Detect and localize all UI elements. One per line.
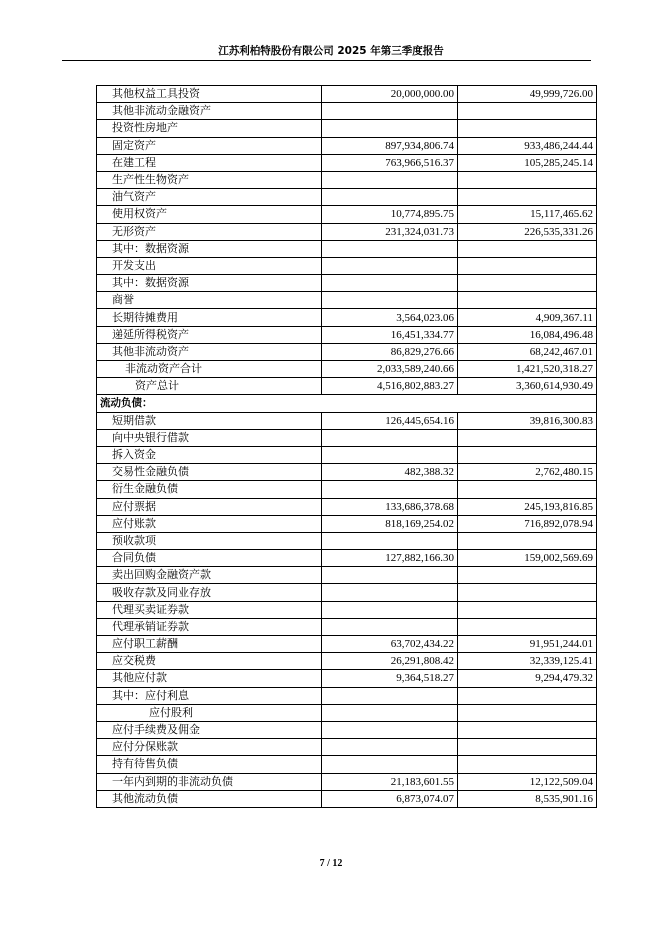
table-row (97, 292, 597, 309)
table-row (97, 704, 597, 721)
row-label: 卖出回购金融资产款 (97, 567, 322, 584)
prior-year-end-value (458, 171, 597, 188)
table-row (97, 378, 597, 395)
row-label: 其中：数据资源 (97, 275, 322, 292)
prior-year-end-value (458, 618, 597, 635)
prior-year-end-value (458, 584, 597, 601)
row-label: 代理承销证券款 (97, 618, 322, 635)
prior-year-end-value: 49,999,726.00 (458, 86, 597, 103)
prior-year-end-value: 226,535,331.26 (458, 223, 597, 240)
row-label: 应付分保账款 (97, 739, 322, 756)
row-label: 其他非流动资产 (97, 343, 322, 360)
row-label: 商誉 (97, 292, 322, 309)
period-end-value: 20,000,000.00 (322, 86, 458, 103)
row-label: 其中：数据资源 (97, 240, 322, 257)
prior-year-end-value: 2,762,480.15 (458, 464, 597, 481)
period-end-value: 21,183,601.55 (322, 773, 458, 790)
table-row (97, 584, 597, 601)
row-label: 交易性金融负债 (97, 464, 322, 481)
prior-year-end-value: 159,002,569.69 (458, 550, 597, 567)
prior-year-end-value (458, 481, 597, 498)
table-row (97, 361, 597, 378)
table-row (97, 756, 597, 773)
prior-year-end-value: 91,951,244.01 (458, 636, 597, 653)
table-row (97, 601, 597, 618)
prior-year-end-value: 245,193,816.85 (458, 498, 597, 515)
prior-year-end-value (458, 687, 597, 704)
period-end-value (322, 120, 458, 137)
period-end-value: 127,882,166.30 (322, 550, 458, 567)
prior-year-end-value: 1,421,520,318.27 (458, 361, 597, 378)
prior-year-end-value: 4,909,367.11 (458, 309, 597, 326)
table-row (97, 498, 597, 515)
period-end-value: 10,774,895.75 (322, 206, 458, 223)
table-row (97, 550, 597, 567)
row-label: 其中：应付利息 (97, 687, 322, 704)
row-label: 持有待售负债 (97, 756, 322, 773)
row-label: 固定资产 (97, 137, 322, 154)
period-end-value (322, 189, 458, 206)
row-label: 其他权益工具投资 (97, 86, 322, 103)
prior-year-end-value: 8,535,901.16 (458, 790, 597, 807)
row-label: 预收款项 (97, 532, 322, 549)
period-end-value: 126,445,654.16 (322, 412, 458, 429)
table-row (97, 721, 597, 738)
row-label: 生产性生物资产 (97, 171, 322, 188)
row-label: 合同负债 (97, 550, 322, 567)
table-row (97, 326, 597, 343)
row-label: 无形资产 (97, 223, 322, 240)
table-row (97, 773, 597, 790)
period-end-value: 3,564,023.06 (322, 309, 458, 326)
row-label: 应交税费 (97, 653, 322, 670)
period-end-value (322, 292, 458, 309)
table-row (97, 395, 597, 412)
table-row (97, 429, 597, 446)
row-label: 长期待摊费用 (97, 309, 322, 326)
period-end-value: 86,829,276.66 (322, 343, 458, 360)
row-label: 一年内到期的非流动负债 (97, 773, 322, 790)
row-label: 吸收存款及同业存放 (97, 584, 322, 601)
prior-year-end-value (458, 446, 597, 463)
period-end-value (322, 618, 458, 635)
table-row (97, 240, 597, 257)
table-row (97, 137, 597, 154)
period-end-value: 6,873,074.07 (322, 790, 458, 807)
prior-year-end-value: 15,117,465.62 (458, 206, 597, 223)
table-row (97, 154, 597, 171)
period-end-value (322, 739, 458, 756)
table-row (97, 636, 597, 653)
prior-year-end-value (458, 257, 597, 274)
table-row (97, 86, 597, 103)
row-label: 应付股利 (97, 704, 322, 721)
table-row (97, 687, 597, 704)
prior-year-end-value (458, 601, 597, 618)
row-label: 非流动资产合计 (97, 361, 322, 378)
prior-year-end-value (458, 756, 597, 773)
balance-sheet-table (96, 85, 597, 808)
period-end-value (322, 257, 458, 274)
prior-year-end-value (458, 739, 597, 756)
prior-year-end-value (458, 567, 597, 584)
row-label: 其他应付款 (97, 670, 322, 687)
period-end-value (322, 446, 458, 463)
row-label: 油气资产 (97, 189, 322, 206)
table-row (97, 309, 597, 326)
table-row (97, 618, 597, 635)
table-row (97, 670, 597, 687)
section-heading: 流动负债： (97, 395, 597, 412)
table-row (97, 257, 597, 274)
period-end-value: 231,324,031.73 (322, 223, 458, 240)
period-end-value (322, 704, 458, 721)
period-end-value (322, 687, 458, 704)
prior-year-end-value (458, 189, 597, 206)
period-end-value (322, 756, 458, 773)
prior-year-end-value (458, 721, 597, 738)
page-number: 7 / 12 (319, 858, 343, 869)
prior-year-end-value (458, 275, 597, 292)
row-label: 应付票据 (97, 498, 322, 515)
table-row (97, 171, 597, 188)
period-end-value: 16,451,334.77 (322, 326, 458, 343)
prior-year-end-value: 105,285,245.14 (458, 154, 597, 171)
table-row (97, 464, 597, 481)
row-label: 在建工程 (97, 154, 322, 171)
prior-year-end-value: 716,892,078.94 (458, 515, 597, 532)
prior-year-end-value (458, 532, 597, 549)
prior-year-end-value (458, 120, 597, 137)
period-end-value (322, 275, 458, 292)
row-label: 应付账款 (97, 515, 322, 532)
row-label: 短期借款 (97, 412, 322, 429)
period-end-value (322, 567, 458, 584)
row-label: 代理买卖证券款 (97, 601, 322, 618)
row-label: 其他非流动金融资产 (97, 103, 322, 120)
period-end-value (322, 721, 458, 738)
period-end-value (322, 429, 458, 446)
period-end-value (322, 103, 458, 120)
table-row (97, 653, 597, 670)
table-row (97, 532, 597, 549)
row-label: 其他流动负债 (97, 790, 322, 807)
period-end-value: 4,516,802,883.27 (322, 378, 458, 395)
prior-year-end-value (458, 240, 597, 257)
row-label: 衍生金融负债 (97, 481, 322, 498)
prior-year-end-value (458, 704, 597, 721)
table-row (97, 275, 597, 292)
period-end-value (322, 584, 458, 601)
row-label: 拆入资金 (97, 446, 322, 463)
table-row (97, 103, 597, 120)
prior-year-end-value: 68,242,467.01 (458, 343, 597, 360)
row-label: 递延所得税资产 (97, 326, 322, 343)
period-end-value (322, 601, 458, 618)
prior-year-end-value: 39,816,300.83 (458, 412, 597, 429)
prior-year-end-value: 16,084,496.48 (458, 326, 597, 343)
table-row (97, 739, 597, 756)
period-end-value: 9,364,518.27 (322, 670, 458, 687)
table-row (97, 189, 597, 206)
period-end-value (322, 171, 458, 188)
table-row (97, 515, 597, 532)
prior-year-end-value: 933,486,244.44 (458, 137, 597, 154)
row-label: 向中央银行借款 (97, 429, 322, 446)
row-label: 投资性房地产 (97, 120, 322, 137)
row-label: 开发支出 (97, 257, 322, 274)
prior-year-end-value (458, 429, 597, 446)
table-row (97, 206, 597, 223)
period-end-value: 26,291,808.42 (322, 653, 458, 670)
prior-year-end-value: 3,360,614,930.49 (458, 378, 597, 395)
table-row (97, 446, 597, 463)
row-label: 应付职工薪酬 (97, 636, 322, 653)
prior-year-end-value (458, 292, 597, 309)
prior-year-end-value (458, 103, 597, 120)
period-end-value: 763,966,516.37 (322, 154, 458, 171)
period-end-value: 63,702,434.22 (322, 636, 458, 653)
table-row (97, 790, 597, 807)
report-header-title: 江苏利柏特股份有限公司 2025 年第三季度报告 (218, 45, 444, 57)
table-row (97, 120, 597, 137)
prior-year-end-value: 12,122,509.04 (458, 773, 597, 790)
prior-year-end-value: 32,339,125.41 (458, 653, 597, 670)
table-row (97, 567, 597, 584)
period-end-value: 133,686,378.68 (322, 498, 458, 515)
table-row (97, 412, 597, 429)
period-end-value (322, 532, 458, 549)
period-end-value (322, 240, 458, 257)
table-row (97, 481, 597, 498)
period-end-value: 2,033,589,240.66 (322, 361, 458, 378)
period-end-value: 818,169,254.02 (322, 515, 458, 532)
period-end-value: 482,388.32 (322, 464, 458, 481)
header-divider (62, 60, 591, 61)
period-end-value (322, 481, 458, 498)
period-end-value: 897,934,806.74 (322, 137, 458, 154)
row-label: 应付手续费及佣金 (97, 721, 322, 738)
row-label: 使用权资产 (97, 206, 322, 223)
table-row (97, 343, 597, 360)
prior-year-end-value: 9,294,479.32 (458, 670, 597, 687)
balance-sheet-body (97, 86, 597, 808)
row-label: 资产总计 (97, 378, 322, 395)
table-row (97, 223, 597, 240)
